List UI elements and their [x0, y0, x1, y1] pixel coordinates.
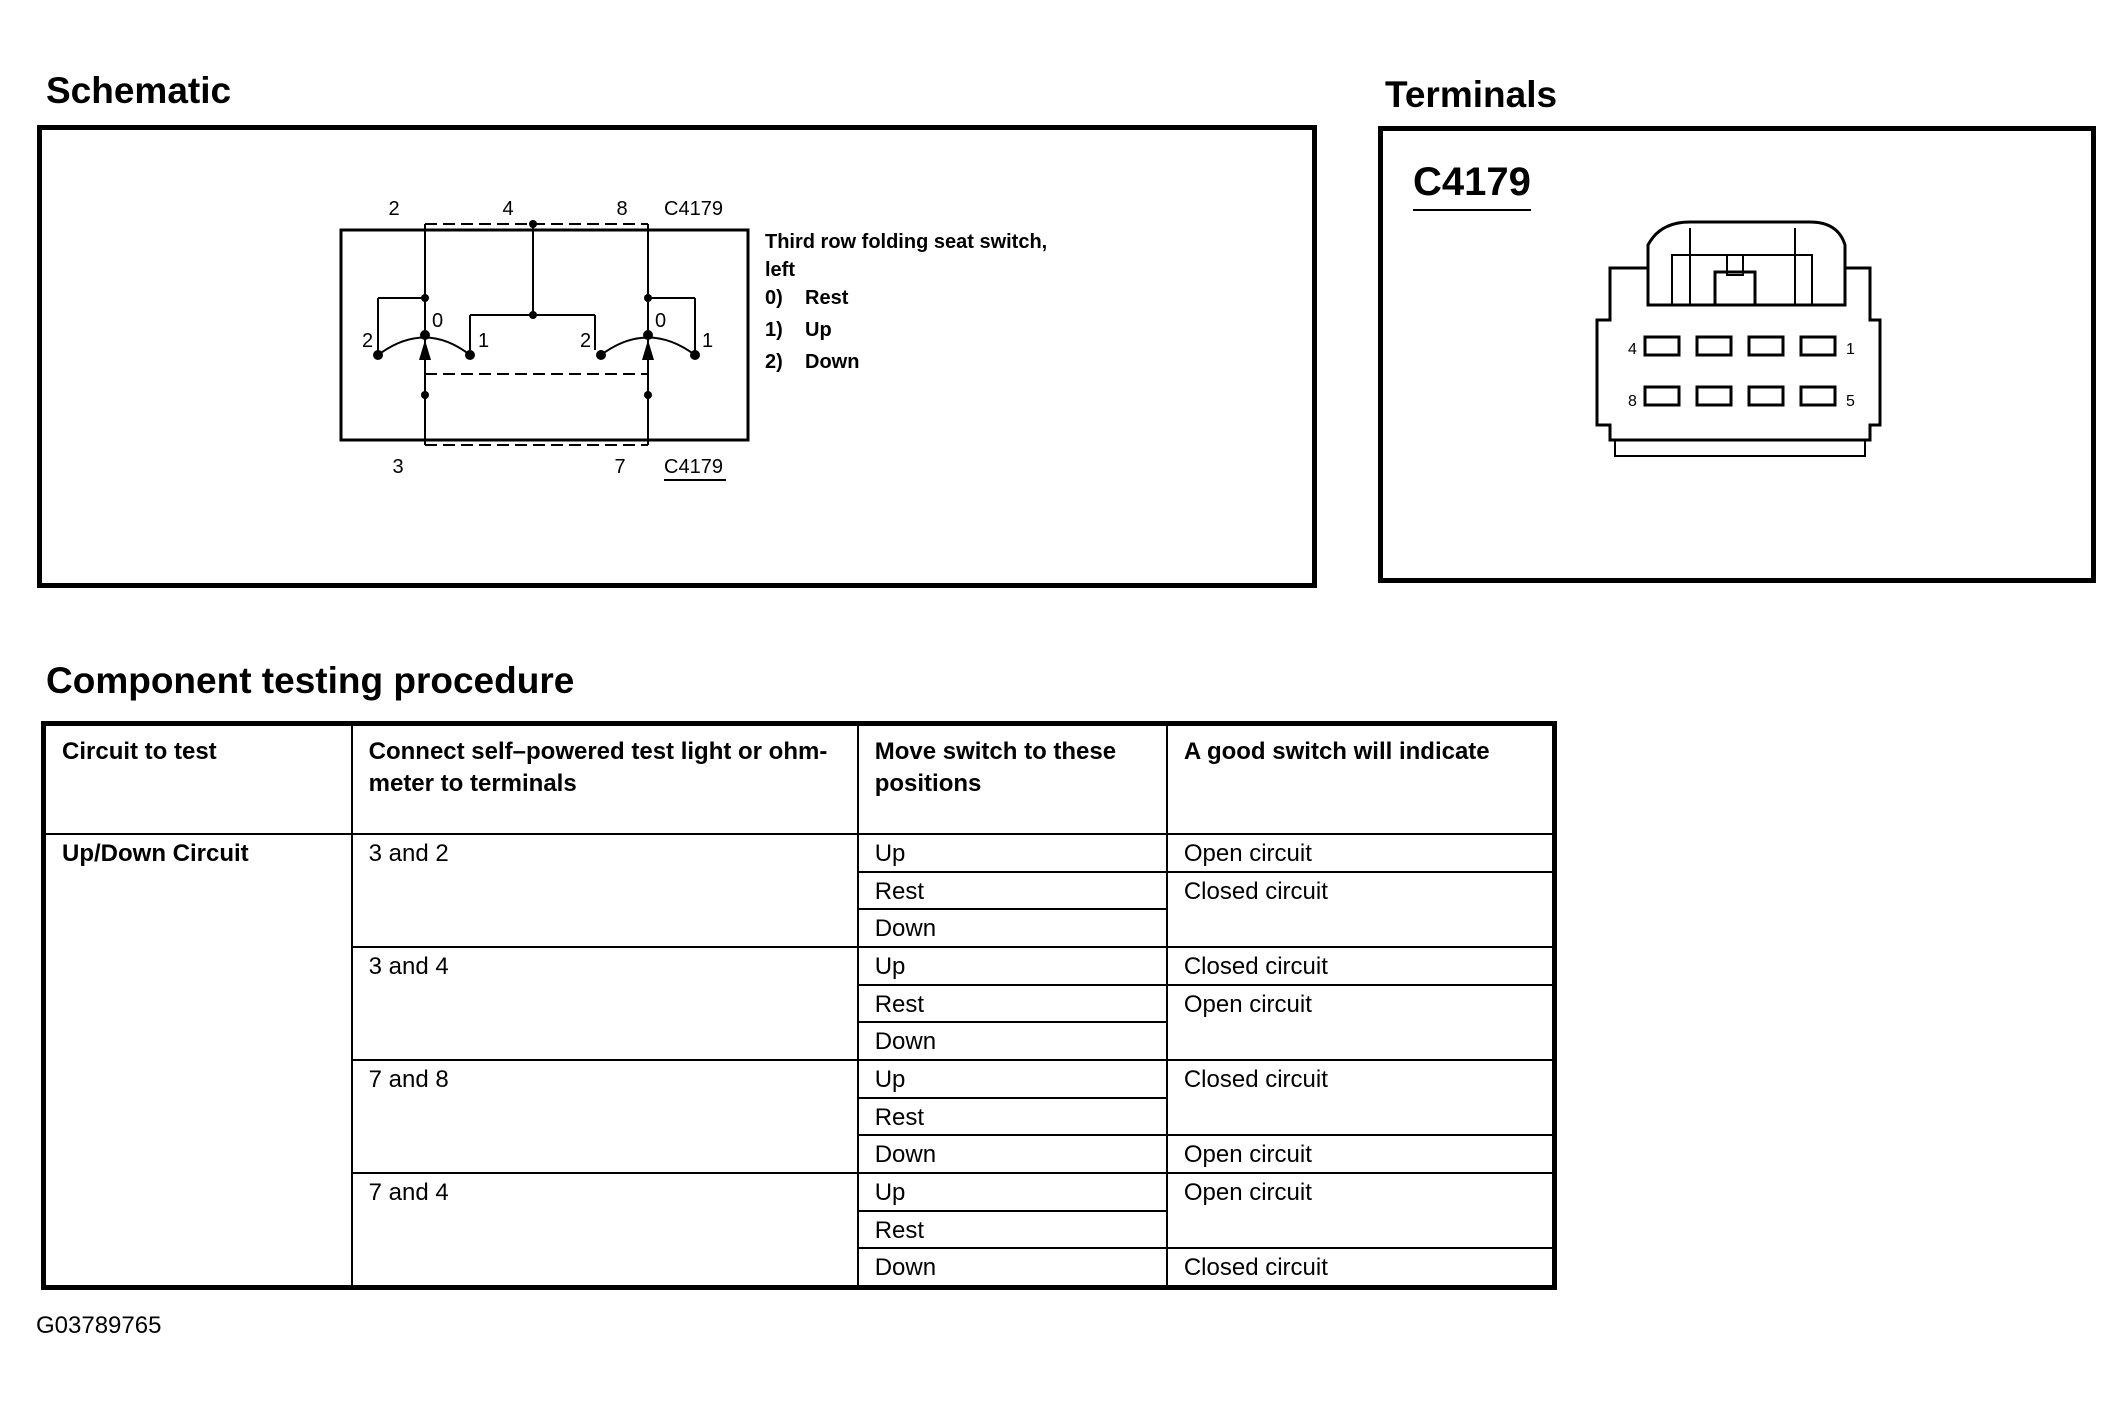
terminals-heading: Terminals	[1385, 74, 1558, 115]
terminals-cell: 7 and 4	[352, 1173, 858, 1288]
column-header: Move switch to these positions	[858, 724, 1167, 834]
pin-2-label: 2	[388, 198, 400, 220]
svg-text:1: 1	[702, 330, 714, 352]
position-cell: Down	[858, 1135, 1167, 1173]
terminals-cell: 3 and 4	[352, 947, 858, 1060]
terminal-pin-5: 5	[1846, 393, 1855, 410]
column-header: Connect self–powered test light or ohm-meter to terminals	[352, 724, 858, 834]
pin-4-label: 4	[502, 198, 514, 220]
svg-text:2: 2	[362, 330, 374, 352]
table-header-row	[44, 724, 1555, 834]
circuit-cell: Up/Down Circuit	[44, 834, 352, 1288]
pin-8-label: 8	[616, 198, 628, 220]
procedure-heading: Component testing procedure	[46, 660, 575, 701]
svg-text:0: 0	[432, 310, 444, 332]
result-cell: Closed circuit	[1167, 1060, 1555, 1135]
position-cell: Up	[858, 834, 1167, 872]
svg-text:0): 0)	[765, 287, 783, 309]
procedure-table	[41, 721, 1557, 1290]
position-cell: Down	[858, 1248, 1167, 1287]
figure-id: G03789765	[36, 1312, 162, 1339]
result-cell: Closed circuit	[1167, 947, 1555, 985]
position-cell: Rest	[858, 1211, 1167, 1249]
result-cell: Closed circuit	[1167, 872, 1555, 947]
column-header: Circuit to test	[44, 724, 352, 834]
position-cell: Up	[858, 1173, 1167, 1211]
svg-text:left: left	[765, 259, 795, 281]
result-cell: Open circuit	[1167, 1173, 1555, 1248]
result-cell: Closed circuit	[1167, 1248, 1555, 1287]
position-cell: Down	[858, 1022, 1167, 1060]
position-cell: Rest	[858, 872, 1167, 910]
position-cell: Rest	[858, 1098, 1167, 1136]
connector-face-diagram	[1585, 210, 1915, 470]
svg-text:Rest: Rest	[805, 287, 849, 309]
connector-top-label: C4179	[664, 198, 723, 220]
svg-text:2): 2)	[765, 351, 783, 373]
switch-body	[341, 230, 748, 440]
column-header: A good switch will indicate	[1167, 724, 1555, 834]
position-cell: Rest	[858, 985, 1167, 1023]
table-row	[44, 834, 1555, 872]
switch-description: Third row folding seat switch,	[765, 231, 1048, 253]
svg-text:1): 1)	[765, 319, 783, 341]
svg-text:1: 1	[478, 330, 490, 352]
terminals-cell: 7 and 8	[352, 1060, 858, 1173]
svg-text:Up: Up	[805, 319, 832, 341]
result-cell: Open circuit	[1167, 834, 1555, 872]
svg-text:Down: Down	[805, 351, 860, 373]
position-cell: Up	[858, 1060, 1167, 1098]
svg-text:2: 2	[580, 330, 592, 352]
position-cell: Down	[858, 909, 1167, 947]
pin-3-label: 3	[392, 456, 404, 478]
terminal-connector-id: C4179	[1413, 160, 1531, 211]
terminal-pin-4: 4	[1628, 341, 1637, 358]
svg-text:0: 0	[655, 310, 667, 332]
terminal-pin-1: 1	[1846, 341, 1855, 358]
result-cell: Open circuit	[1167, 1135, 1555, 1173]
schematic-heading: Schematic	[46, 70, 232, 111]
schematic-diagram	[320, 180, 1420, 540]
connector-bottom-label: C4179	[664, 456, 723, 478]
pin-7-label: 7	[614, 456, 626, 478]
result-cell: Open circuit	[1167, 985, 1555, 1060]
terminals-cell: 3 and 2	[352, 834, 858, 947]
position-cell: Up	[858, 947, 1167, 985]
terminal-pin-8: 8	[1628, 393, 1637, 410]
